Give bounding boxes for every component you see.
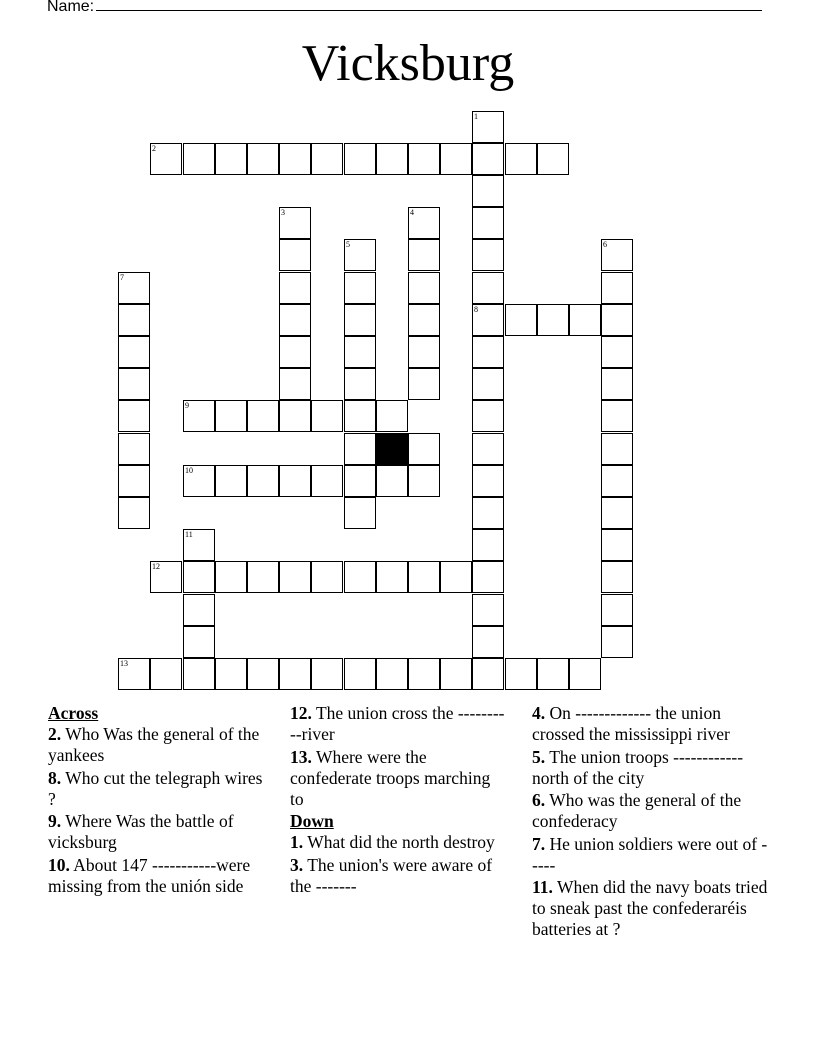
grid-cell[interactable]	[215, 400, 247, 432]
clue-number: 4	[410, 208, 414, 217]
grid-cell[interactable]	[311, 465, 343, 497]
grid-cell[interactable]	[344, 433, 376, 465]
grid-cell[interactable]	[118, 304, 150, 336]
grid-cell[interactable]	[601, 239, 633, 271]
grid-cell[interactable]	[344, 143, 376, 175]
grid-cell[interactable]	[472, 626, 504, 658]
grid-cell[interactable]	[279, 272, 311, 304]
grid-cell[interactable]	[472, 433, 504, 465]
grid-cell[interactable]	[472, 272, 504, 304]
grid-cell[interactable]	[472, 368, 504, 400]
grid-cell[interactable]	[279, 239, 311, 271]
grid-cell[interactable]	[601, 465, 633, 497]
clue-down-1: 1. What did the north destroy	[290, 832, 495, 852]
grid-cell[interactable]	[183, 658, 215, 690]
grid-cell[interactable]	[408, 336, 440, 368]
grid-cell[interactable]	[408, 433, 440, 465]
grid-cell[interactable]	[279, 368, 311, 400]
grid-cell[interactable]	[472, 143, 504, 175]
grid-cell[interactable]	[376, 658, 408, 690]
grid-cell[interactable]	[344, 497, 376, 529]
grid-cell[interactable]	[408, 561, 440, 593]
clue-number: 9	[185, 401, 189, 410]
clue-down-7: 7. He union soldiers were out of -----	[532, 833, 768, 875]
name-label: Name:	[47, 0, 95, 15]
grid-cell[interactable]	[215, 658, 247, 690]
grid-cell[interactable]	[408, 272, 440, 304]
grid-cell[interactable]	[408, 465, 440, 497]
grid-cell[interactable]	[537, 143, 569, 175]
clue-number: 2	[152, 144, 156, 153]
grid-cell[interactable]	[408, 239, 440, 271]
grid-cell[interactable]	[247, 143, 279, 175]
clue-across-13: 13. Where were the confederate troops marching to	[290, 746, 491, 809]
grid-cell[interactable]	[601, 626, 633, 658]
grid-cell[interactable]	[118, 497, 150, 529]
grid-cell[interactable]	[279, 207, 311, 239]
clue-number: 13	[120, 659, 128, 668]
grid-cell[interactable]	[118, 272, 150, 304]
grid-cell-black	[376, 433, 408, 465]
grid-cell[interactable]	[569, 304, 601, 336]
grid-cell[interactable]	[247, 465, 279, 497]
grid-cell[interactable]	[472, 111, 504, 143]
grid-cell[interactable]	[376, 400, 408, 432]
grid-cell[interactable]	[118, 336, 150, 368]
clue-number: 10	[185, 466, 193, 475]
clue-across-8: 8. Who cut the telegraph wires ?	[48, 767, 263, 809]
grid-cell[interactable]	[279, 658, 311, 690]
clue-across-2: 2. Who Was the general of the yankees	[48, 724, 260, 765]
grid-cell[interactable]	[537, 304, 569, 336]
clue-down-5: 5. The union troops ------------north of the city	[532, 746, 744, 788]
grid-cell[interactable]	[118, 433, 150, 465]
grid-cell[interactable]	[344, 304, 376, 336]
grid-cell[interactable]	[247, 658, 279, 690]
grid-cell[interactable]	[247, 400, 279, 432]
grid-cell[interactable]	[408, 143, 440, 175]
grid-cell[interactable]	[183, 400, 215, 432]
grid-cell[interactable]	[311, 143, 343, 175]
clue-down-11: 11. When did the navy boats tried to sneak past the confederaréis batteries at ?	[532, 877, 768, 939]
grid-cell[interactable]	[440, 658, 472, 690]
grid-cell[interactable]	[118, 368, 150, 400]
clue-number: 12	[152, 562, 160, 571]
grid-cell[interactable]	[215, 561, 247, 593]
grid-cell[interactable]	[150, 561, 182, 593]
grid-cell[interactable]	[118, 400, 150, 432]
grid-cell[interactable]	[472, 658, 504, 690]
grid-cell[interactable]	[118, 465, 150, 497]
grid-cell[interactable]	[344, 368, 376, 400]
grid-cell[interactable]	[376, 143, 408, 175]
grid-cell[interactable]	[601, 304, 633, 336]
grid-cell[interactable]	[472, 336, 504, 368]
grid-cell[interactable]	[408, 658, 440, 690]
clue-number: 7	[120, 273, 124, 282]
grid-cell[interactable]	[601, 336, 633, 368]
grid-cell[interactable]	[601, 368, 633, 400]
clue-across-10: 10. About 147 -----------were missing from the unión side	[48, 854, 251, 896]
grid-cell[interactable]	[279, 465, 311, 497]
grid-cell[interactable]	[569, 658, 601, 690]
grid-cell[interactable]	[311, 400, 343, 432]
grid-cell[interactable]	[118, 658, 150, 690]
grid-cell[interactable]	[183, 561, 215, 593]
grid-cell[interactable]	[311, 658, 343, 690]
grid-cell[interactable]	[472, 497, 504, 529]
grid-cell[interactable]	[376, 465, 408, 497]
grid-cell[interactable]	[279, 336, 311, 368]
grid-cell[interactable]	[472, 594, 504, 626]
clue-number: 3	[281, 208, 285, 217]
grid-cell[interactable]	[601, 529, 633, 561]
clue-number: 5	[346, 240, 350, 249]
clues-column-1	[48, 703, 263, 898]
grid-cell[interactable]	[505, 304, 537, 336]
grid-cell[interactable]	[472, 304, 504, 336]
grid-cell[interactable]	[505, 658, 537, 690]
clue-down-3: 3. The union's were aware of the -------	[290, 854, 493, 896]
across-heading: Across	[48, 703, 99, 723]
grid-cell[interactable]	[183, 626, 215, 658]
clue-across-9: 9. Where Was the battle of vicksburg	[48, 811, 234, 852]
grid-cell[interactable]	[183, 465, 215, 497]
grid-cell[interactable]	[472, 239, 504, 271]
page-title: Vicksburg	[301, 35, 515, 92]
grid-cell[interactable]	[472, 561, 504, 593]
grid-cell[interactable]	[601, 272, 633, 304]
grid-cell[interactable]	[601, 594, 633, 626]
clue-number: 8	[474, 305, 478, 314]
grid-cell[interactable]	[311, 561, 343, 593]
grid-cell[interactable]	[472, 465, 504, 497]
grid-cell[interactable]	[472, 207, 504, 239]
grid-cell[interactable]	[344, 400, 376, 432]
grid-cell[interactable]	[344, 336, 376, 368]
clues-column-3	[532, 703, 772, 942]
grid-cell[interactable]	[215, 143, 247, 175]
clue-number: 11	[185, 530, 193, 539]
grid-cell[interactable]	[472, 175, 504, 207]
grid-cell[interactable]	[601, 400, 633, 432]
grid-cell[interactable]	[601, 433, 633, 465]
grid-cell[interactable]	[150, 658, 182, 690]
grid-cell[interactable]	[537, 658, 569, 690]
clue-number: 1	[474, 112, 478, 121]
down-heading: Down	[290, 811, 334, 831]
grid-cell[interactable]	[183, 529, 215, 561]
grid-cell[interactable]	[279, 400, 311, 432]
grid-cell[interactable]	[215, 465, 247, 497]
grid-cell[interactable]	[279, 304, 311, 336]
grid-cell[interactable]	[601, 497, 633, 529]
grid-cell[interactable]	[247, 561, 279, 593]
grid-cell[interactable]	[344, 272, 376, 304]
grid-cell[interactable]	[440, 561, 472, 593]
clue-down-6: 6. Who was the general of the confederacy	[532, 790, 742, 831]
clue-number: 6	[603, 240, 607, 249]
grid-cell[interactable]	[150, 143, 182, 175]
clue-down-4: 4. On ------------- the union crossed the mississippi river	[532, 703, 730, 744]
grid-cell[interactable]	[183, 594, 215, 626]
grid-cell[interactable]	[183, 143, 215, 175]
grid-cell[interactable]	[344, 658, 376, 690]
grid-cell[interactable]	[505, 143, 537, 175]
grid-cell[interactable]	[440, 143, 472, 175]
grid-cell[interactable]	[344, 465, 376, 497]
grid-cell[interactable]	[408, 207, 440, 239]
grid-cell[interactable]	[344, 239, 376, 271]
clues-column-2	[290, 703, 505, 898]
clue-across-12: 12. The union cross the ----------river	[290, 703, 505, 744]
grid-cell[interactable]	[408, 304, 440, 336]
grid-cell[interactable]	[408, 368, 440, 400]
grid-cell[interactable]	[279, 143, 311, 175]
grid-cell[interactable]	[472, 529, 504, 561]
grid-cell[interactable]	[344, 561, 376, 593]
grid-cell[interactable]	[601, 561, 633, 593]
grid-cell[interactable]	[472, 400, 504, 432]
grid-cell[interactable]	[279, 561, 311, 593]
grid-cell[interactable]	[376, 561, 408, 593]
